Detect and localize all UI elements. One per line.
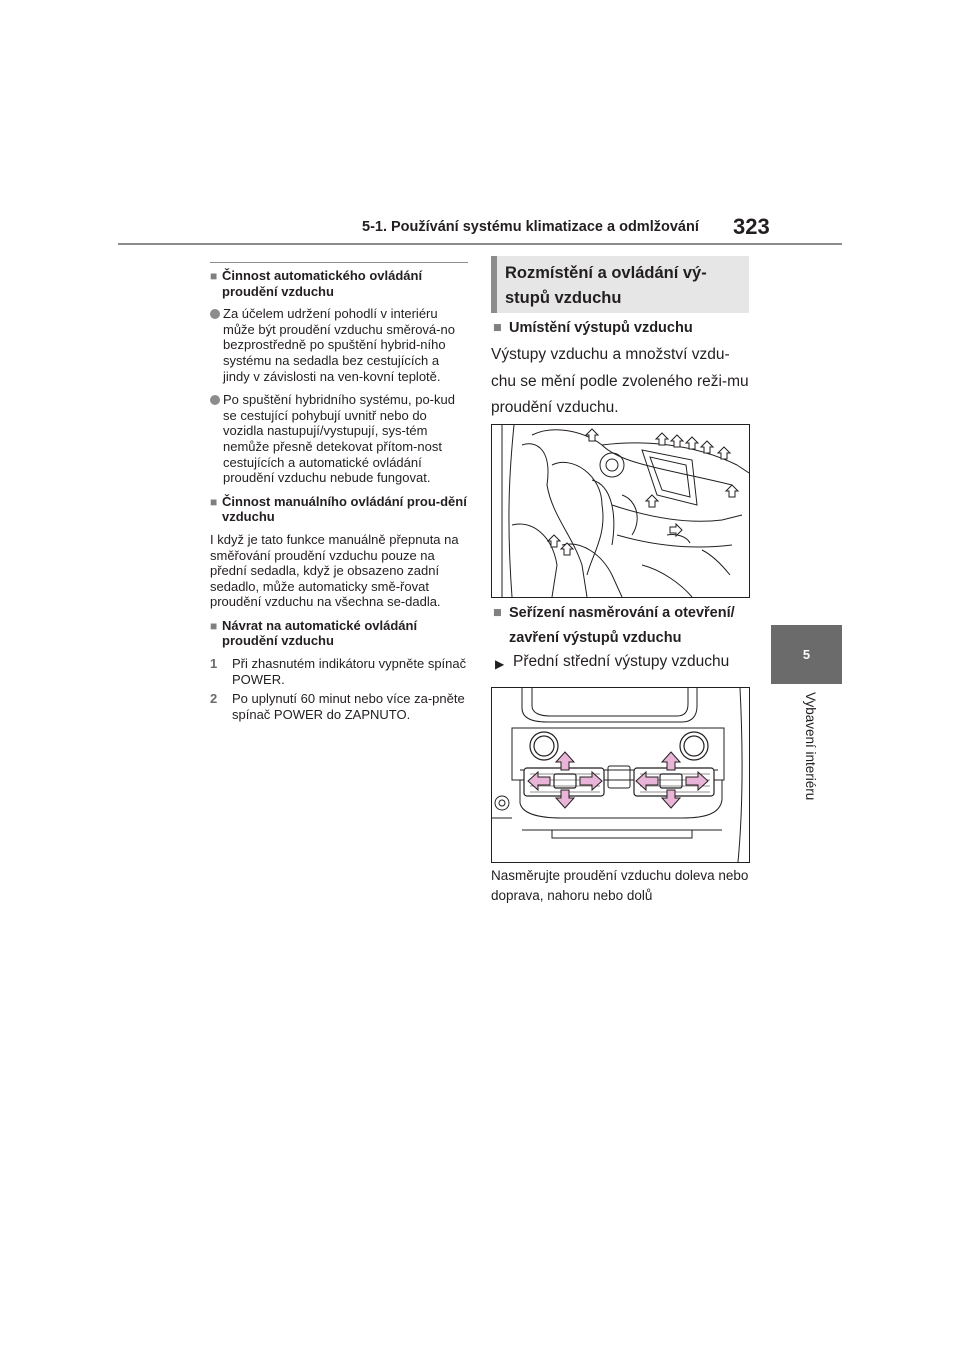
chapter-tab[interactable]	[771, 625, 842, 684]
section-divider	[210, 262, 468, 263]
section-heading-box	[491, 256, 749, 313]
square-bullet-icon: ■	[210, 269, 218, 283]
subheading-outlet-location: ■ Umístění výstupů vzduchu	[493, 316, 751, 341]
chapter-number: 5	[802, 647, 811, 662]
step-item: 2 Po uplynutí 60 minut nebo více za-pněte spínač POWER do ZAPNUTO.	[210, 691, 465, 722]
step-item: 1 Při zhasnutém indikátoru vypněte spínač POWER.	[210, 656, 467, 687]
bullet-item: Za účelem udržení pohodlí v interiéru může být proudění vzduchu směrová-no bezprostředně po spuštění hybrid-ního systému na sedadla bez cestujících a jindy v závislosti na ven-kovní teplotě.	[210, 306, 468, 384]
square-bullet-icon: ■	[210, 618, 218, 633]
section-heading: Rozmístění a ovládání vý-stupů vzduchu	[505, 264, 707, 307]
triangle-bullet-icon: ▶	[495, 657, 505, 671]
subheading-auto-airflow: ■ Činnost automatického ovládání proudění vzduchu	[210, 268, 423, 299]
paragraph: Výstupy vzduchu a množství vzdu-chu se mění podle zvoleného reži-mu proudění vzduchu.	[491, 346, 749, 416]
step-number: 1	[210, 656, 218, 672]
heading-accent-bar	[491, 256, 497, 313]
section-title: 5-1. Používání systému klimatizace a odmlžování	[362, 219, 699, 235]
bullet-item: Po spuštění hybridního systému, po-kud se cestující pohybují uvnitř nebo do vozidla nastupují/vystupují, sys-tém nemůže přesně detekovat přítom-nost cestujících a automatické ovládání proudění vzduchu nebude fungovat.	[210, 392, 468, 486]
figure-center-vents	[491, 687, 750, 863]
left-column	[210, 262, 468, 726]
figure-caption: Nasměrujte proudění vzduchu doleva nebo doprava, nahoru nebo dolů	[491, 868, 749, 903]
circle-bullet-icon	[210, 309, 220, 319]
square-bullet-icon: ■	[493, 320, 502, 336]
subheading-adjust-outlets: ■ Seřízení nasměrování a otevření/ zavření výstupů vzduchu	[493, 601, 755, 651]
header-divider	[118, 243, 842, 245]
center-vents-illustration	[492, 688, 749, 862]
interior-illustration	[492, 425, 749, 597]
circle-bullet-icon	[210, 395, 220, 405]
subheading-return-auto: ■ Návrat na automatické ovládání proudění vzduchu	[210, 617, 418, 649]
chapter-label: Vybavení interiéru	[803, 692, 818, 801]
subheading-manual-airflow: ■ Činnost manuálního ovládání prou-dění vzduchu	[210, 493, 467, 525]
square-bullet-icon: ■	[493, 605, 502, 621]
step-number: 2	[210, 691, 218, 707]
sub-item-front-center-vents: ▶ Přední střední výstupy vzduchu	[495, 651, 753, 675]
figure-interior-vents	[491, 424, 750, 598]
paragraph: I když je tato funkce manuálně přepnuta na směřování proudění vzduchu pouze na přední sedadla, když je obsazeno zadní sedadlo, může automaticky smě-řovat proudění vzduchu na všechna se-dadla.	[210, 531, 459, 610]
page-number: 323	[733, 214, 770, 239]
square-bullet-icon: ■	[210, 494, 218, 509]
